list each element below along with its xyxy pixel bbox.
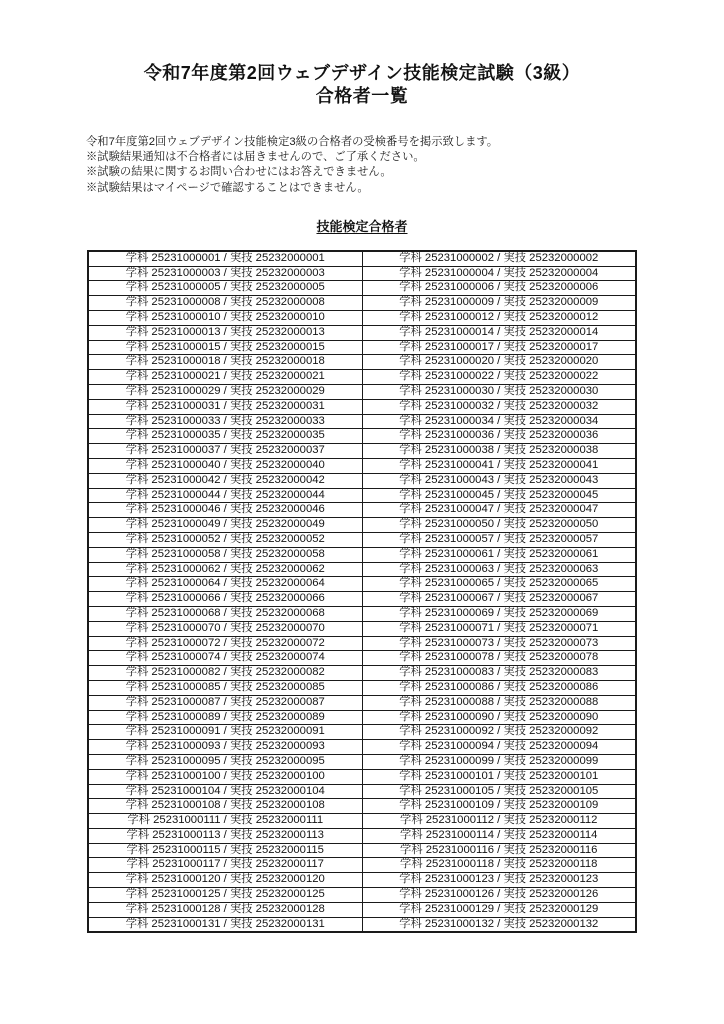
table-row (88, 621, 636, 636)
result-cell-left: 学科 25231000062 / 実技 25232000062 (88, 562, 362, 577)
title-line-1: 令和7年度第2回ウェブデザイン技能検定試験（3級） (143, 63, 581, 83)
table-row (88, 488, 636, 503)
intro-text (86, 135, 646, 196)
result-cell-right: 学科 25231000032 / 実技 25232000032 (362, 399, 636, 414)
result-cell-left: 学科 25231000108 / 実技 25232000108 (88, 799, 362, 814)
table-row (88, 814, 636, 829)
section-heading: 技能検定合格者 (316, 218, 408, 234)
table-row (88, 296, 636, 311)
result-cell-right: 学科 25231000034 / 実技 25232000034 (362, 414, 636, 429)
result-cell-right: 学科 25231000004 / 実技 25232000004 (362, 266, 636, 281)
page-title (0, 0, 724, 108)
table-row (88, 651, 636, 666)
result-cell-right: 学科 25231000045 / 実技 25232000045 (362, 488, 636, 503)
result-cell-left: 学科 25231000072 / 実技 25232000072 (88, 636, 362, 651)
result-cell-right: 学科 25231000092 / 実技 25232000092 (362, 725, 636, 740)
result-cell-right: 学科 25231000006 / 実技 25232000006 (362, 281, 636, 296)
result-cell-left: 学科 25231000087 / 実技 25232000087 (88, 695, 362, 710)
result-cell-left: 学科 25231000115 / 実技 25232000115 (88, 843, 362, 858)
result-cell-left: 学科 25231000042 / 実技 25232000042 (88, 473, 362, 488)
result-cell-left: 学科 25231000095 / 実技 25232000095 (88, 754, 362, 769)
table-row (88, 858, 636, 873)
result-cell-right: 学科 25231000088 / 実技 25232000088 (362, 695, 636, 710)
result-cell-left: 学科 25231000010 / 実技 25232000010 (88, 311, 362, 326)
table-row (88, 355, 636, 370)
result-cell-left: 学科 25231000066 / 実技 25232000066 (88, 592, 362, 607)
result-cell-left: 学科 25231000015 / 実技 25232000015 (88, 340, 362, 355)
result-cell-right: 学科 25231000020 / 実技 25232000020 (362, 355, 636, 370)
result-cell-right: 学科 25231000126 / 実技 25232000126 (362, 888, 636, 903)
result-cell-left: 学科 25231000052 / 実技 25232000052 (88, 532, 362, 547)
result-cell-left: 学科 25231000005 / 実技 25232000005 (88, 281, 362, 296)
result-cell-left: 学科 25231000033 / 実技 25232000033 (88, 414, 362, 429)
table-row (88, 769, 636, 784)
table-row (88, 740, 636, 755)
result-cell-left: 学科 25231000089 / 実技 25232000089 (88, 710, 362, 725)
result-cell-left: 学科 25231000131 / 実技 25232000131 (88, 917, 362, 932)
result-cell-right: 学科 25231000123 / 実技 25232000123 (362, 873, 636, 888)
table-row (88, 577, 636, 592)
result-cell-right: 学科 25231000105 / 実技 25232000105 (362, 784, 636, 799)
result-cell-right: 学科 25231000063 / 実技 25232000063 (362, 562, 636, 577)
table-row (88, 784, 636, 799)
intro-line-2: ※試験結果通知は不合格者には届きませんので、ご了承ください。 (86, 151, 425, 164)
result-cell-left: 学科 25231000113 / 実技 25232000113 (88, 828, 362, 843)
result-cell-right: 学科 25231000109 / 実技 25232000109 (362, 799, 636, 814)
result-cell-right: 学科 25231000036 / 実技 25232000036 (362, 429, 636, 444)
table-row (88, 429, 636, 444)
table-row (88, 917, 636, 932)
result-cell-left: 学科 25231000031 / 実技 25232000031 (88, 399, 362, 414)
result-cell-left: 学科 25231000085 / 実技 25232000085 (88, 680, 362, 695)
result-cell-left: 学科 25231000117 / 実技 25232000117 (88, 858, 362, 873)
table-row (88, 251, 636, 266)
table-row (88, 636, 636, 651)
result-cell-right: 学科 25231000017 / 実技 25232000017 (362, 340, 636, 355)
result-cell-right: 学科 25231000043 / 実技 25232000043 (362, 473, 636, 488)
table-row (88, 902, 636, 917)
result-cell-right: 学科 25231000078 / 実技 25232000078 (362, 651, 636, 666)
result-cell-right: 学科 25231000090 / 実技 25232000090 (362, 710, 636, 725)
result-cell-left: 学科 25231000074 / 実技 25232000074 (88, 651, 362, 666)
intro-line-4: ※試験結果はマイページで確認することはできません。 (86, 181, 369, 194)
result-cell-left: 学科 25231000100 / 実技 25232000100 (88, 769, 362, 784)
title-line-2: 合格者一覧 (315, 86, 409, 106)
table-row (88, 725, 636, 740)
result-cell-right: 学科 25231000057 / 実技 25232000057 (362, 532, 636, 547)
result-cell-left: 学科 25231000120 / 実技 25232000120 (88, 873, 362, 888)
result-cell-left: 学科 25231000003 / 実技 25232000003 (88, 266, 362, 281)
table-row (88, 592, 636, 607)
results-table (87, 250, 637, 934)
intro-line-3: ※試験の結果に関するお問い合わせにはお答えできません。 (86, 166, 392, 179)
result-cell-right: 学科 25231000050 / 実技 25232000050 (362, 518, 636, 533)
table-row (88, 873, 636, 888)
result-cell-right: 学科 25231000071 / 実技 25232000071 (362, 621, 636, 636)
result-cell-left: 学科 25231000064 / 実技 25232000064 (88, 577, 362, 592)
result-cell-left: 学科 25231000125 / 実技 25232000125 (88, 888, 362, 903)
table-row (88, 518, 636, 533)
result-cell-left: 学科 25231000091 / 実技 25232000091 (88, 725, 362, 740)
result-cell-right: 学科 25231000132 / 実技 25232000132 (362, 917, 636, 932)
table-row (88, 503, 636, 518)
table-row (88, 473, 636, 488)
table-row (88, 695, 636, 710)
table-row (88, 606, 636, 621)
table-row (88, 680, 636, 695)
result-cell-right: 学科 25231000118 / 実技 25232000118 (362, 858, 636, 873)
table-row (88, 547, 636, 562)
result-cell-left: 学科 25231000111 / 実技 25232000111 (88, 814, 362, 829)
table-row (88, 458, 636, 473)
table-row (88, 370, 636, 385)
result-cell-right: 学科 25231000012 / 実技 25232000012 (362, 311, 636, 326)
table-row (88, 414, 636, 429)
result-cell-left: 学科 25231000070 / 実技 25232000070 (88, 621, 362, 636)
table-row (88, 384, 636, 399)
table-row (88, 843, 636, 858)
result-cell-right: 学科 25231000129 / 実技 25232000129 (362, 902, 636, 917)
result-cell-right: 学科 25231000030 / 実技 25232000030 (362, 384, 636, 399)
table-row (88, 311, 636, 326)
table-row (88, 799, 636, 814)
results-table-body (88, 251, 636, 933)
result-cell-right: 学科 25231000112 / 実技 25232000112 (362, 814, 636, 829)
result-cell-left: 学科 25231000046 / 実技 25232000046 (88, 503, 362, 518)
result-cell-left: 学科 25231000104 / 実技 25232000104 (88, 784, 362, 799)
result-cell-right: 学科 25231000014 / 実技 25232000014 (362, 325, 636, 340)
result-cell-left: 学科 25231000021 / 実技 25232000021 (88, 370, 362, 385)
table-row (88, 399, 636, 414)
result-cell-right: 学科 25231000041 / 実技 25232000041 (362, 458, 636, 473)
table-row (88, 532, 636, 547)
result-cell-right: 学科 25231000114 / 実技 25232000114 (362, 828, 636, 843)
result-cell-left: 学科 25231000093 / 実技 25232000093 (88, 740, 362, 755)
table-row (88, 281, 636, 296)
result-cell-right: 学科 25231000022 / 実技 25232000022 (362, 370, 636, 385)
result-cell-left: 学科 25231000035 / 実技 25232000035 (88, 429, 362, 444)
result-cell-right: 学科 25231000065 / 実技 25232000065 (362, 577, 636, 592)
table-row (88, 754, 636, 769)
result-cell-right: 学科 25231000086 / 実技 25232000086 (362, 680, 636, 695)
table-row (88, 828, 636, 843)
result-cell-right: 学科 25231000009 / 実技 25232000009 (362, 296, 636, 311)
result-cell-right: 学科 25231000094 / 実技 25232000094 (362, 740, 636, 755)
result-cell-right: 学科 25231000101 / 実技 25232000101 (362, 769, 636, 784)
result-cell-left: 学科 25231000044 / 実技 25232000044 (88, 488, 362, 503)
table-row (88, 266, 636, 281)
result-cell-left: 学科 25231000128 / 実技 25232000128 (88, 902, 362, 917)
result-cell-left: 学科 25231000082 / 実技 25232000082 (88, 666, 362, 681)
result-cell-left: 学科 25231000001 / 実技 25232000001 (88, 251, 362, 266)
result-cell-left: 学科 25231000018 / 実技 25232000018 (88, 355, 362, 370)
result-cell-left: 学科 25231000013 / 実技 25232000013 (88, 325, 362, 340)
table-row (88, 888, 636, 903)
table-row (88, 710, 636, 725)
table-row (88, 666, 636, 681)
result-cell-right: 学科 25231000069 / 実技 25232000069 (362, 606, 636, 621)
table-row (88, 340, 636, 355)
result-cell-right: 学科 25231000099 / 実技 25232000099 (362, 754, 636, 769)
table-row (88, 325, 636, 340)
table-row (88, 444, 636, 459)
result-cell-left: 学科 25231000008 / 実技 25232000008 (88, 296, 362, 311)
result-cell-right: 学科 25231000038 / 実技 25232000038 (362, 444, 636, 459)
result-cell-left: 学科 25231000040 / 実技 25232000040 (88, 458, 362, 473)
result-cell-right: 学科 25231000083 / 実技 25232000083 (362, 666, 636, 681)
intro-line-1: 令和7年度第2回ウェブデザイン技能検定3級の合格者の受検番号を掲示致します。 (86, 136, 499, 148)
result-cell-right: 学科 25231000116 / 実技 25232000116 (362, 843, 636, 858)
result-cell-right: 学科 25231000002 / 実技 25232000002 (362, 251, 636, 266)
table-row (88, 562, 636, 577)
result-cell-left: 学科 25231000029 / 実技 25232000029 (88, 384, 362, 399)
result-cell-right: 学科 25231000047 / 実技 25232000047 (362, 503, 636, 518)
result-cell-left: 学科 25231000058 / 実技 25232000058 (88, 547, 362, 562)
result-cell-left: 学科 25231000037 / 実技 25232000037 (88, 444, 362, 459)
result-cell-right: 学科 25231000061 / 実技 25232000061 (362, 547, 636, 562)
result-cell-right: 学科 25231000067 / 実技 25232000067 (362, 592, 636, 607)
result-cell-left: 学科 25231000068 / 実技 25232000068 (88, 606, 362, 621)
result-cell-left: 学科 25231000049 / 実技 25232000049 (88, 518, 362, 533)
result-cell-right: 学科 25231000073 / 実技 25232000073 (362, 636, 636, 651)
